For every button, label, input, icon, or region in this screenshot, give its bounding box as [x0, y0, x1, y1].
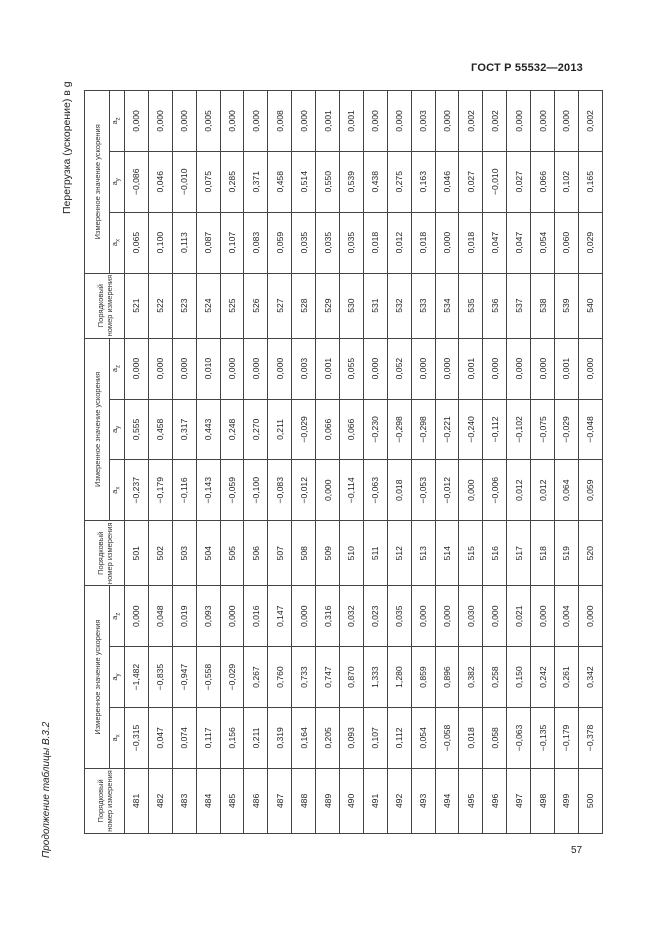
cell-seq: 496: [483, 768, 507, 833]
cell-seq: 540: [578, 273, 602, 338]
cell-az: 0,000: [555, 91, 579, 152]
cell-ax: 0,035: [316, 212, 340, 273]
cell-ay: −0,029: [555, 399, 579, 460]
cell-ay: 0,242: [531, 647, 555, 708]
cell-ay: 0,760: [268, 647, 292, 708]
cell-az: 0,003: [411, 91, 435, 152]
cell-az: 0,000: [507, 338, 531, 399]
cell-seq: 490: [340, 768, 364, 833]
header-az-index: z: [115, 117, 122, 121]
cell-az: 0,000: [531, 338, 555, 399]
cell-ax: −0,083: [268, 460, 292, 521]
cell-seq: 510: [340, 521, 364, 586]
cell-az: 0,001: [459, 338, 483, 399]
cell-ax: 0,093: [340, 708, 364, 769]
cell-az: 0,001: [316, 338, 340, 399]
cell-ay: 0,371: [244, 151, 268, 212]
cell-ay: 0,443: [196, 399, 220, 460]
header-measured-acceleration: Измеренное значение ускорения: [85, 91, 110, 274]
cell-az: 0,002: [483, 91, 507, 152]
cell-seq: 534: [435, 273, 459, 338]
cell-ax: 0,012: [507, 460, 531, 521]
header-az-symbol: a: [110, 368, 120, 373]
table-row: [459, 91, 483, 834]
cell-az: 0,000: [244, 338, 268, 399]
cell-ax: 0,054: [411, 708, 435, 769]
table-row: [196, 91, 220, 834]
cell-ay: 0,075: [196, 151, 220, 212]
cell-ax: 0,112: [387, 708, 411, 769]
cell-ay: 0,066: [316, 399, 340, 460]
cell-ay: −0,102: [507, 399, 531, 460]
cell-ax: −0,063: [363, 460, 387, 521]
cell-ax: 0,018: [459, 708, 483, 769]
cell-seq: 492: [387, 768, 411, 833]
header-sequence-number: Порядковый номер измерения: [85, 273, 125, 338]
cell-ay: 0,248: [220, 399, 244, 460]
cell-ax: 0,018: [387, 460, 411, 521]
header-ax: [110, 212, 125, 273]
cell-ax: −0,053: [411, 460, 435, 521]
cell-seq: 484: [196, 768, 220, 833]
cell-ay: 0,027: [459, 151, 483, 212]
cell-ay: −0,558: [196, 647, 220, 708]
cell-ay: −0,230: [363, 399, 387, 460]
cell-seq: 519: [555, 521, 579, 586]
cell-az: 0,000: [363, 91, 387, 152]
cell-ax: −0,063: [507, 708, 531, 769]
cell-az: 0,002: [578, 91, 602, 152]
cell-ay: −0,947: [172, 647, 196, 708]
cell-seq: 487: [268, 768, 292, 833]
cell-ax: 0,156: [220, 708, 244, 769]
cell-ax: −0,006: [483, 460, 507, 521]
header-ax-index: x: [115, 486, 122, 490]
table-row: [435, 91, 459, 834]
cell-az: 0,000: [244, 91, 268, 152]
cell-ay: 0,317: [172, 399, 196, 460]
cell-ax: 0,205: [316, 708, 340, 769]
cell-ax: 0,012: [531, 460, 555, 521]
cell-ay: 0,261: [555, 647, 579, 708]
cell-az: 0,030: [459, 586, 483, 647]
cell-seq: 509: [316, 521, 340, 586]
table-row: [244, 91, 268, 834]
cell-ax: −0,315: [125, 708, 149, 769]
cell-ax: 0,000: [316, 460, 340, 521]
cell-ay: 0,211: [268, 399, 292, 460]
cell-az: 0,000: [387, 91, 411, 152]
cell-ay: −0,298: [387, 399, 411, 460]
header-ax: [110, 708, 125, 769]
cell-az: 0,000: [220, 91, 244, 152]
cell-seq: 488: [292, 768, 316, 833]
cell-seq: 529: [316, 273, 340, 338]
table-row: [292, 91, 316, 834]
cell-ax: −0,143: [196, 460, 220, 521]
cell-ax: −0,059: [220, 460, 244, 521]
cell-az: 0,000: [531, 586, 555, 647]
cell-az: 0,316: [316, 586, 340, 647]
cell-az: 0,035: [387, 586, 411, 647]
cell-az: 0,000: [220, 338, 244, 399]
cell-ay: −0,221: [435, 399, 459, 460]
header-ay: [110, 647, 125, 708]
header-ay-index: y: [115, 425, 122, 429]
cell-ax: −0,012: [435, 460, 459, 521]
continuation-caption: Продолжение таблицы В.3.2: [41, 721, 52, 858]
cell-az: 0,002: [459, 91, 483, 152]
cell-seq: 515: [459, 521, 483, 586]
cell-seq: 511: [363, 521, 387, 586]
cell-ay: 0,066: [340, 399, 364, 460]
table-row: [125, 91, 149, 834]
cell-ax: 0,060: [555, 212, 579, 273]
cell-ax: 0,018: [363, 212, 387, 273]
cell-ax: 0,018: [411, 212, 435, 273]
cell-ax: 0,029: [578, 212, 602, 273]
cell-az: 0,003: [292, 338, 316, 399]
table-row: [316, 91, 340, 834]
header-ax-index: x: [115, 239, 122, 243]
cell-seq: 530: [340, 273, 364, 338]
header-ay-index: y: [115, 673, 122, 677]
cell-seq: 502: [148, 521, 172, 586]
cell-ax: −0,179: [555, 708, 579, 769]
header-ay: [110, 399, 125, 460]
cell-ay: −0,835: [148, 647, 172, 708]
cell-seq: 503: [172, 521, 196, 586]
side-caption: Перегрузка (ускорение) в g: [61, 81, 73, 214]
table-row: [555, 91, 579, 834]
cell-ax: 0,117: [196, 708, 220, 769]
cell-ax: −0,012: [292, 460, 316, 521]
cell-ax: 0,054: [531, 212, 555, 273]
header-sequence-number: Порядковый номер измерения: [85, 768, 125, 833]
cell-az: 0,000: [483, 338, 507, 399]
cell-az: 0,000: [531, 91, 555, 152]
table-row: [531, 91, 555, 834]
cell-seq: 523: [172, 273, 196, 338]
cell-seq: 514: [435, 521, 459, 586]
table-row: [172, 91, 196, 834]
table-row: [340, 91, 364, 834]
cell-az: 0,000: [507, 91, 531, 152]
cell-seq: 522: [148, 273, 172, 338]
cell-ay: −0,298: [411, 399, 435, 460]
cell-seq: 513: [411, 521, 435, 586]
cell-az: 0,000: [435, 586, 459, 647]
header-ax-symbol: a: [110, 737, 120, 742]
table-row: [387, 91, 411, 834]
cell-ay: 0,539: [340, 151, 364, 212]
cell-seq: 498: [531, 768, 555, 833]
header-ay-symbol: a: [110, 181, 120, 186]
cell-ax: 0,065: [125, 212, 149, 273]
cell-az: 0,021: [507, 586, 531, 647]
cell-ax: −0,114: [340, 460, 364, 521]
cell-seq: 524: [196, 273, 220, 338]
cell-seq: 533: [411, 273, 435, 338]
cell-seq: 517: [507, 521, 531, 586]
cell-ay: 0,165: [578, 151, 602, 212]
cell-ax: −0,179: [148, 460, 172, 521]
header-sequence-number: Порядковый номер измерения: [85, 521, 125, 586]
cell-ax: 0,035: [292, 212, 316, 273]
cell-ax: −0,100: [244, 460, 268, 521]
cell-seq: 508: [292, 521, 316, 586]
header-az-index: z: [115, 365, 122, 369]
cell-az: 0,000: [125, 91, 149, 152]
cell-seq: 521: [125, 273, 149, 338]
cell-az: 0,000: [172, 338, 196, 399]
cell-ax: 0,059: [268, 212, 292, 273]
cell-seq: 491: [363, 768, 387, 833]
cell-ay: 0,027: [507, 151, 531, 212]
cell-ay: −0,029: [220, 647, 244, 708]
cell-ay: 0,258: [483, 647, 507, 708]
cell-az: 0,147: [268, 586, 292, 647]
table-row: [411, 91, 435, 834]
cell-ax: 0,100: [148, 212, 172, 273]
header-ay-symbol: a: [110, 676, 120, 681]
cell-az: 0,004: [555, 586, 579, 647]
header-az: [110, 586, 125, 647]
cell-ay: 0,870: [340, 647, 364, 708]
cell-az: 0,008: [268, 91, 292, 152]
cell-ax: 0,012: [387, 212, 411, 273]
cell-ax: 0,047: [483, 212, 507, 273]
cell-az: 0,093: [196, 586, 220, 647]
cell-az: 0,000: [148, 338, 172, 399]
cell-ay: −0,240: [459, 399, 483, 460]
cell-ay: 0,382: [459, 647, 483, 708]
header-az-symbol: a: [110, 615, 120, 620]
cell-seq: 520: [578, 521, 602, 586]
cell-az: 0,055: [340, 338, 364, 399]
cell-ay: 1,333: [363, 647, 387, 708]
cell-ax: 0,107: [220, 212, 244, 273]
cell-ax: −0,378: [578, 708, 602, 769]
cell-seq: 528: [292, 273, 316, 338]
cell-az: 0,000: [125, 338, 149, 399]
cell-ay: −0,112: [483, 399, 507, 460]
cell-ay: 0,458: [268, 151, 292, 212]
cell-ax: −0,116: [172, 460, 196, 521]
cell-seq: 493: [411, 768, 435, 833]
cell-az: 0,000: [363, 338, 387, 399]
cell-seq: 536: [483, 273, 507, 338]
cell-az: 0,000: [578, 338, 602, 399]
cell-ax: 0,018: [459, 212, 483, 273]
page-number: 57: [571, 845, 583, 856]
cell-az: 0,000: [578, 586, 602, 647]
cell-ay: 0,285: [220, 151, 244, 212]
cell-az: 0,000: [435, 91, 459, 152]
cell-az: 0,000: [411, 338, 435, 399]
cell-az: 0,000: [435, 338, 459, 399]
cell-ay: 1,280: [387, 647, 411, 708]
cell-ay: 0,267: [244, 647, 268, 708]
cell-ay: 0,438: [363, 151, 387, 212]
cell-ay: 0,102: [555, 151, 579, 212]
cell-seq: 535: [459, 273, 483, 338]
header-az: [110, 338, 125, 399]
cell-seq: 501: [125, 521, 149, 586]
cell-seq: 481: [125, 768, 149, 833]
cell-ay: 0,342: [578, 647, 602, 708]
header-ay: [110, 151, 125, 212]
cell-seq: 485: [220, 768, 244, 833]
cell-ay: 0,046: [148, 151, 172, 212]
cell-ay: 0,163: [411, 151, 435, 212]
cell-ay: 0,270: [244, 399, 268, 460]
cell-az: 0,001: [316, 91, 340, 152]
cell-az: 0,048: [148, 586, 172, 647]
cell-seq: 532: [387, 273, 411, 338]
cell-ax: 0,087: [196, 212, 220, 273]
cell-ax: 0,035: [340, 212, 364, 273]
table-row: [507, 91, 531, 834]
cell-ay: −0,010: [483, 151, 507, 212]
cell-ax: 0,047: [148, 708, 172, 769]
cell-ax: 0,000: [459, 460, 483, 521]
cell-ax: 0,211: [244, 708, 268, 769]
cell-az: 0,001: [555, 338, 579, 399]
cell-ay: 0,514: [292, 151, 316, 212]
header-az: [110, 91, 125, 152]
cell-seq: 512: [387, 521, 411, 586]
cell-ax: 0,058: [483, 708, 507, 769]
header-az-index: z: [115, 612, 122, 616]
cell-az: 0,010: [196, 338, 220, 399]
cell-seq: 516: [483, 521, 507, 586]
cell-az: 0,000: [292, 91, 316, 152]
cell-ax: 0,000: [435, 212, 459, 273]
header-az-symbol: a: [110, 120, 120, 125]
table-row: [578, 91, 602, 834]
cell-seq: 482: [148, 768, 172, 833]
cell-seq: 539: [555, 273, 579, 338]
rotated-table-container: [84, 90, 596, 834]
cell-seq: 518: [531, 521, 555, 586]
header-measured-acceleration: Измеренное значение ускорения: [85, 586, 110, 768]
header-ax-index: x: [115, 734, 122, 738]
cell-seq: 531: [363, 273, 387, 338]
cell-ay: −0,010: [172, 151, 196, 212]
cell-az: 0,000: [483, 586, 507, 647]
table-row: [220, 91, 244, 834]
cell-seq: 495: [459, 768, 483, 833]
cell-ay: 0,275: [387, 151, 411, 212]
cell-seq: 486: [244, 768, 268, 833]
cell-az: 0,005: [196, 91, 220, 152]
cell-ay: −0,075: [531, 399, 555, 460]
cell-ay: 0,896: [435, 647, 459, 708]
cell-seq: 499: [555, 768, 579, 833]
cell-seq: 494: [435, 768, 459, 833]
cell-seq: 525: [220, 273, 244, 338]
table-row: [483, 91, 507, 834]
cell-ay: 0,150: [507, 647, 531, 708]
cell-seq: 506: [244, 521, 268, 586]
cell-seq: 526: [244, 273, 268, 338]
header-ax-symbol: a: [110, 489, 120, 494]
cell-seq: 537: [507, 273, 531, 338]
cell-az: 0,032: [340, 586, 364, 647]
cell-ax: −0,237: [125, 460, 149, 521]
cell-seq: 504: [196, 521, 220, 586]
cell-ax: 0,059: [578, 460, 602, 521]
cell-ax: 0,074: [172, 708, 196, 769]
cell-ay: 0,859: [411, 647, 435, 708]
cell-seq: 505: [220, 521, 244, 586]
cell-ay: −0,029: [292, 399, 316, 460]
cell-seq: 527: [268, 273, 292, 338]
cell-az: 0,000: [125, 586, 149, 647]
cell-az: 0,023: [363, 586, 387, 647]
cell-seq: 500: [578, 768, 602, 833]
cell-ax: 0,047: [507, 212, 531, 273]
standard-header: ГОСТ Р 55532—2013: [471, 62, 583, 74]
cell-az: 0,000: [268, 338, 292, 399]
header-ay-index: y: [115, 178, 122, 182]
cell-az: 0,019: [172, 586, 196, 647]
cell-ax: 0,319: [268, 708, 292, 769]
cell-seq: 483: [172, 768, 196, 833]
header-measured-acceleration: Измеренное значение ускорения: [85, 338, 110, 520]
cell-ay: −1,482: [125, 647, 149, 708]
cell-az: 0,001: [340, 91, 364, 152]
cell-ay: 0,066: [531, 151, 555, 212]
table-row: [268, 91, 292, 834]
cell-az: 0,000: [148, 91, 172, 152]
cell-ax: 0,164: [292, 708, 316, 769]
cell-seq: 489: [316, 768, 340, 833]
cell-az: 0,000: [411, 586, 435, 647]
table-row: [148, 91, 172, 834]
cell-ax: 0,113: [172, 212, 196, 273]
cell-ay: 0,733: [292, 647, 316, 708]
cell-az: 0,000: [172, 91, 196, 152]
cell-az: 0,016: [244, 586, 268, 647]
cell-az: 0,000: [292, 586, 316, 647]
cell-seq: 507: [268, 521, 292, 586]
cell-ay: −0,048: [578, 399, 602, 460]
cell-ay: 0,046: [435, 151, 459, 212]
cell-az: 0,000: [220, 586, 244, 647]
cell-ay: 0,747: [316, 647, 340, 708]
table-row: [363, 91, 387, 834]
cell-seq: 497: [507, 768, 531, 833]
cell-az: 0,052: [387, 338, 411, 399]
cell-ay: 0,550: [316, 151, 340, 212]
header-ax: [110, 460, 125, 521]
cell-ax: 0,107: [363, 708, 387, 769]
cell-ay: 0,555: [125, 399, 149, 460]
cell-ax: −0,058: [435, 708, 459, 769]
cell-ay: 0,458: [148, 399, 172, 460]
cell-ax: 0,083: [244, 212, 268, 273]
cell-ax: 0,064: [555, 460, 579, 521]
cell-ax: −0,135: [531, 708, 555, 769]
cell-ay: −0,086: [125, 151, 149, 212]
header-ay-symbol: a: [110, 428, 120, 434]
cell-seq: 538: [531, 273, 555, 338]
header-ax-symbol: a: [110, 242, 120, 247]
acceleration-table: [84, 90, 603, 834]
